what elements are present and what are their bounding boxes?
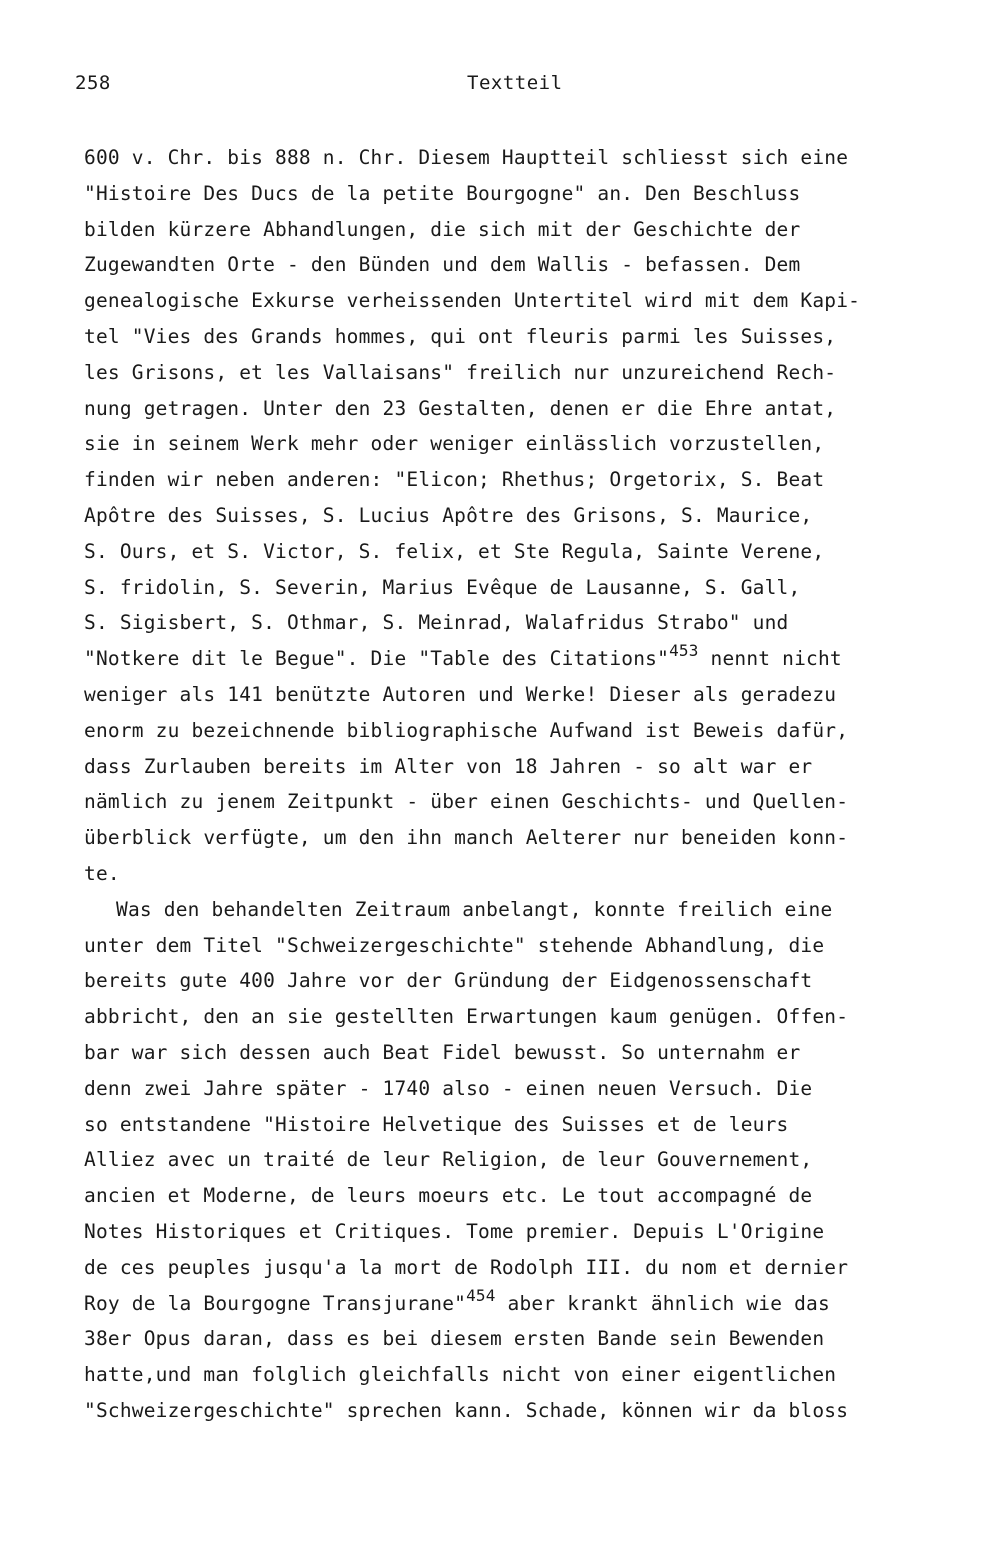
- footnote-ref-453: 453: [669, 641, 699, 661]
- text-line: S. Ours, et S. Victor, S. felix, et Ste Regula, Sainte Verene,: [84, 539, 825, 563]
- text-line: Alliez avec un traité de leur Religion, de leur Gouvernement,: [84, 1148, 813, 1172]
- text-line-with-footnote: [84, 1286, 974, 1322]
- text-line: denn zwei Jahre später - 1740 also - einen neuen Versuch. Die: [84, 1076, 813, 1100]
- text-line: abbricht, den an sie gestellten Erwartungen kaum genügen. Offen-: [84, 1005, 849, 1029]
- text-line: hatte,und man folglich gleichfalls nicht von einer eigentlichen: [84, 1363, 837, 1387]
- text-line: 38er Opus daran, dass es bei diesem ersten Bande sein Bewenden: [84, 1327, 825, 1351]
- footnote-ref-454: 454: [466, 1285, 496, 1305]
- text-line: "Schweizergeschichte" sprechen kann. Schade, können wir da bloss: [84, 1398, 849, 1422]
- text-line: S. Sigisbert, S. Othmar, S. Meinrad, Walafridus Strabo" und: [84, 611, 789, 635]
- text-line: weniger als 141 benützte Autoren und Werke! Dieser als geradezu: [84, 682, 837, 706]
- text-line: te.: [84, 861, 120, 885]
- text-line: dass Zurlauben bereits im Alter von 18 Jahren - so alt war er: [84, 754, 813, 778]
- text-line: Apôtre des Suisses, S. Lucius Apôtre des Grisons, S. Maurice,: [84, 503, 813, 527]
- text-segment: aber krankt ähnlich wie das: [495, 1291, 830, 1315]
- text-line: les Grisons, et les Vallaisans" freilich nur unzureichend Rech-: [84, 360, 837, 384]
- paragraph-first-line: Was den behandelten Zeitraum anbelangt, konnte freilich eine: [116, 897, 833, 921]
- text-line: "Histoire Des Ducs de la petite Bourgogne" an. Den Beschluss: [84, 181, 801, 205]
- text-line: genealogische Exkurse verheissenden Untertitel wird mit dem Kapi-: [84, 289, 861, 313]
- text-line: Notes Historiques et Critiques. Tome premier. Depuis L'Origine: [84, 1219, 825, 1243]
- text-line: so entstandene "Histoire Helvetique des Suisses et de leurs: [84, 1112, 789, 1136]
- text-line: S. fridolin, S. Severin, Marius Evêque de Lausanne, S. Gall,: [84, 575, 801, 599]
- page-number: 258: [75, 72, 111, 94]
- text-line: finden wir neben anderen: "Elicon; Rhethus; Orgetorix, S. Beat: [84, 468, 825, 492]
- text-line: nung getragen. Unter den 23 Gestalten, denen er die Ehre antat,: [84, 396, 837, 420]
- text-line: bar war sich dessen auch Beat Fidel bewusst. So unternahm er: [84, 1040, 801, 1064]
- text-line: de ces peuples jusqu'a la mort de Rodolph III. du nom et dernier: [84, 1255, 849, 1279]
- text-line: Zugewandten Orte - den Bünden und dem Wallis - befassen. Dem: [84, 253, 801, 277]
- text-line: überblick verfügte, um den ihn manch Aelterer nur beneiden konn-: [84, 826, 849, 850]
- text-line: bereits gute 400 Jahre vor der Gründung der Eidgenossenschaft: [84, 969, 813, 993]
- text-line: unter dem Titel "Schweizergeschichte" stehende Abhandlung, die: [84, 933, 825, 957]
- text-line-with-footnote: [84, 641, 974, 677]
- text-line: sie in seinem Werk mehr oder weniger einlässlich vorzustellen,: [84, 432, 825, 456]
- text-line: ancien et Moderne, de leurs moeurs etc. Le tout accompagné de: [84, 1184, 813, 1208]
- text-segment: Roy de la Bourgogne Transjurane": [84, 1291, 467, 1315]
- running-title: Textteil: [467, 72, 563, 94]
- text-line: enorm zu bezeichnende bibliographische Aufwand ist Beweis dafür,: [84, 718, 849, 742]
- text-segment: nennt nicht: [698, 647, 842, 671]
- text-line: 600 v. Chr. bis 888 n. Chr. Diesem Hauptteil schliesst sich eine: [84, 146, 849, 169]
- text-segment: "Notkere dit le Begue". Die "Table des Citations": [84, 647, 670, 671]
- text-line: tel "Vies des Grands hommes, qui ont fleuris parmi les Suisses,: [84, 324, 837, 348]
- body-text: [84, 140, 974, 1429]
- text-line: nämlich zu jenem Zeitpunkt - über einen Geschichts- und Quellen-: [84, 790, 849, 814]
- text-line: bilden kürzere Abhandlungen, die sich mit der Geschichte der: [84, 217, 801, 241]
